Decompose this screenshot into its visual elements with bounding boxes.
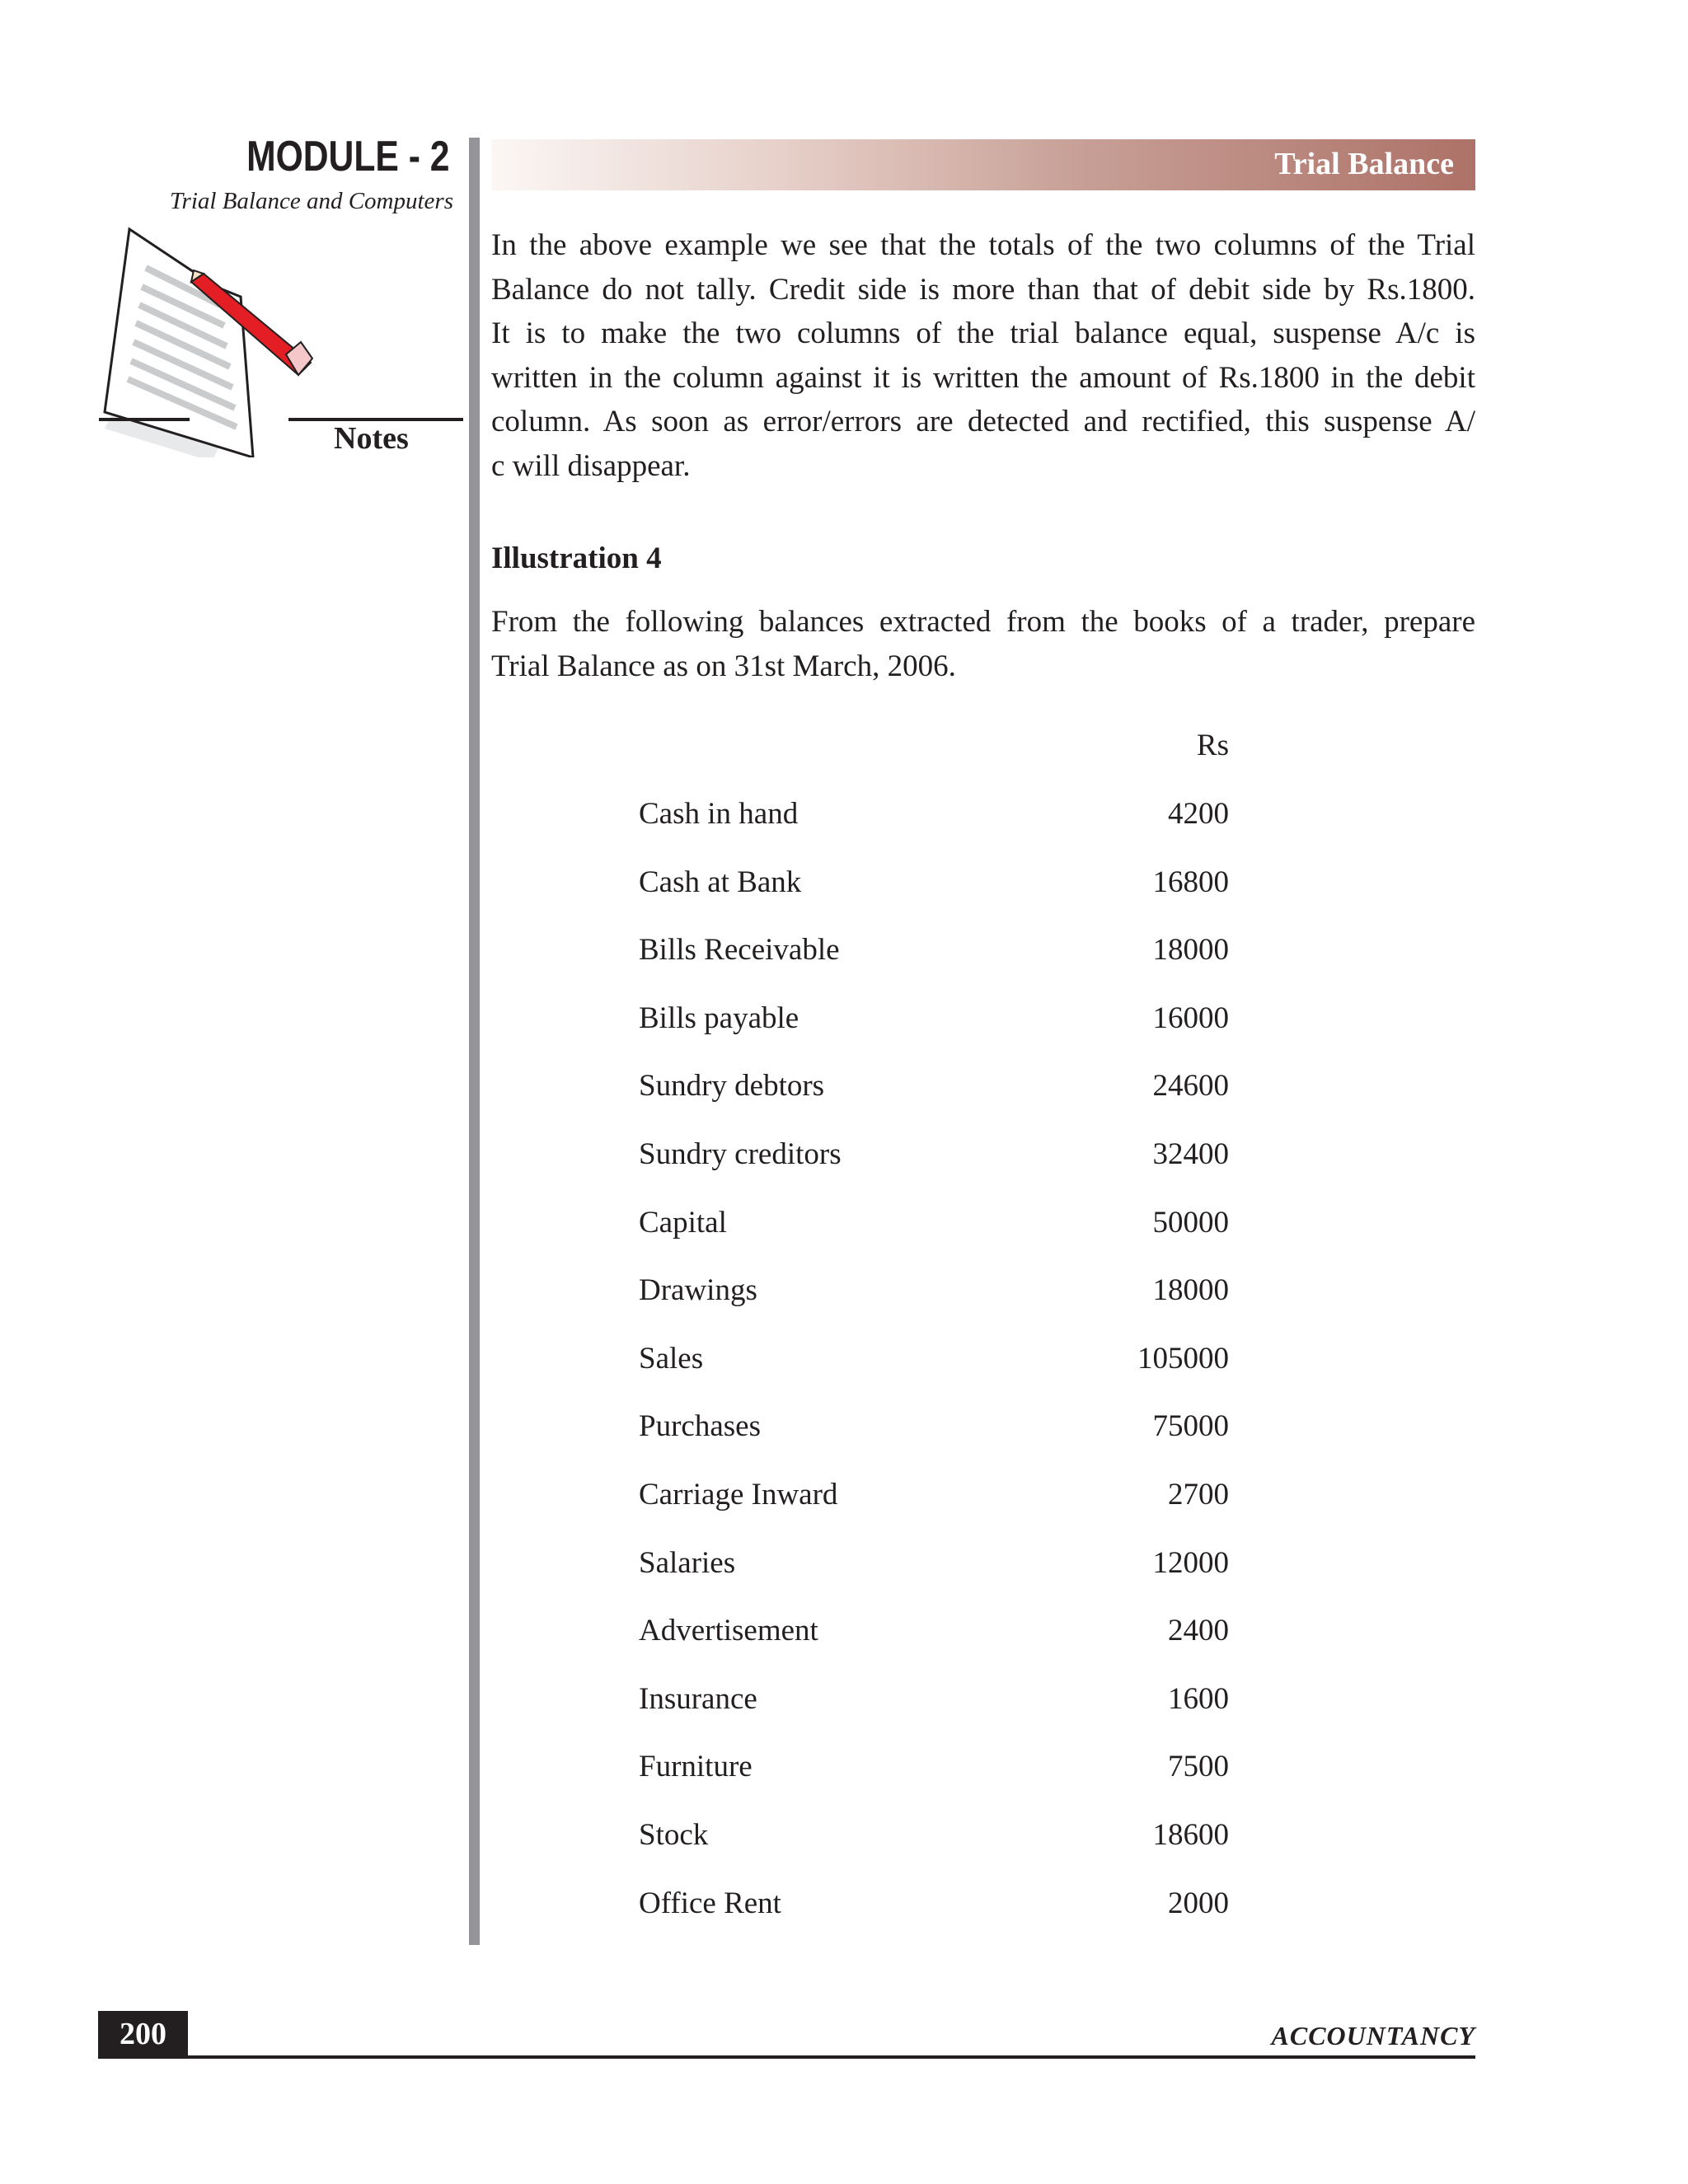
account-amount: 18000 xyxy=(1152,1273,1229,1308)
account-name: Salaries xyxy=(639,1545,736,1580)
paragraph-suspense xyxy=(491,223,1475,489)
text-line: Balance do not tally. Credit side is more than that of debit side by Rs.1800. xyxy=(491,272,1475,307)
account-amount: 24600 xyxy=(1152,1069,1229,1104)
account-name: Sundry debtors xyxy=(639,1069,825,1104)
balance-row xyxy=(639,1545,1229,1586)
book-title: ACCOUNTANCY xyxy=(1271,2021,1475,2050)
account-amount: 75000 xyxy=(1152,1409,1229,1444)
text-line: column. As soon as error/errors are detected and rectified, this suspense A/ xyxy=(491,405,1475,439)
account-name: Furniture xyxy=(639,1750,753,1784)
balance-row xyxy=(639,1137,1229,1178)
balance-row xyxy=(639,1886,1229,1927)
account-name: Carriage Inward xyxy=(639,1478,838,1511)
balance-row xyxy=(639,1341,1229,1382)
notes-label: Notes xyxy=(334,421,409,456)
module-subtitle: Trial Balance and Computers xyxy=(170,188,453,214)
balance-row xyxy=(639,1272,1229,1314)
illustration-heading: Illustration 4 xyxy=(491,541,662,575)
notes-pencil-icon xyxy=(96,223,319,462)
illustration-question xyxy=(491,600,1475,688)
account-name: Stock xyxy=(639,1818,709,1852)
account-amount: 16800 xyxy=(1152,865,1229,899)
account-name: Cash in hand xyxy=(639,797,799,831)
text-line: In the above example we see that the totals of the two columns of the Trial xyxy=(491,228,1475,262)
balance-row xyxy=(639,1001,1229,1042)
account-amount: 105000 xyxy=(1137,1341,1229,1376)
account-name: Capital xyxy=(639,1205,727,1240)
account-name: Drawings xyxy=(639,1273,757,1308)
account-name: Insurance xyxy=(639,1681,757,1716)
balance-row xyxy=(639,1408,1229,1450)
balance-row xyxy=(639,796,1229,837)
balance-row xyxy=(639,1477,1229,1518)
footer-rule xyxy=(98,2055,1475,2059)
text-line: c will disappear. xyxy=(491,448,691,483)
notes-divider xyxy=(99,418,190,421)
account-amount: 12000 xyxy=(1152,1545,1229,1580)
balance-row xyxy=(639,1068,1229,1109)
account-amount: 2700 xyxy=(1168,1478,1229,1511)
balance-row xyxy=(639,1749,1229,1790)
account-name: Sales xyxy=(639,1341,704,1376)
account-amount: 2000 xyxy=(1168,1886,1229,1920)
text-line: written in the column against it is written the amount of Rs.1800 in the debit xyxy=(491,360,1475,395)
text-line: From the following balances extracted from the books of a trader, prepare xyxy=(491,605,1475,639)
account-name: Advertisement xyxy=(639,1614,818,1648)
balance-row xyxy=(639,1205,1229,1246)
balance-row xyxy=(639,1817,1229,1858)
account-name: Bills payable xyxy=(639,1001,799,1035)
account-name: Office Rent xyxy=(639,1886,781,1920)
account-amount: 16000 xyxy=(1152,1001,1229,1035)
balance-row xyxy=(639,1613,1229,1654)
balance-row xyxy=(639,932,1229,973)
margin-bar xyxy=(469,138,480,1945)
account-name: Sundry creditors xyxy=(639,1137,842,1171)
account-amount: 4200 xyxy=(1168,797,1229,831)
module-title: MODULE - 2 xyxy=(246,133,449,180)
account-amount: 18600 xyxy=(1152,1818,1229,1852)
balance-row xyxy=(639,1681,1229,1722)
account-amount: 2400 xyxy=(1168,1614,1229,1648)
account-name: Purchases xyxy=(639,1409,761,1444)
account-name: Cash at Bank xyxy=(639,865,802,899)
account-amount: 32400 xyxy=(1152,1137,1229,1171)
account-amount: 1600 xyxy=(1168,1681,1229,1716)
account-amount: 18000 xyxy=(1152,933,1229,968)
section-header-band xyxy=(491,139,1475,190)
account-name: Bills Receivable xyxy=(639,933,840,968)
column-header-rs: Rs xyxy=(1196,729,1229,762)
balance-row xyxy=(639,865,1229,906)
account-amount: 50000 xyxy=(1152,1205,1229,1240)
section-title: Trial Balance xyxy=(1274,147,1454,181)
text-line: It is to make the two columns of the trial balance equal, suspense A/c is xyxy=(491,316,1475,351)
text-line: Trial Balance as on 31st March, 2006. xyxy=(491,649,956,683)
page-number: 200 xyxy=(98,2011,188,2057)
account-amount: 7500 xyxy=(1168,1750,1229,1784)
